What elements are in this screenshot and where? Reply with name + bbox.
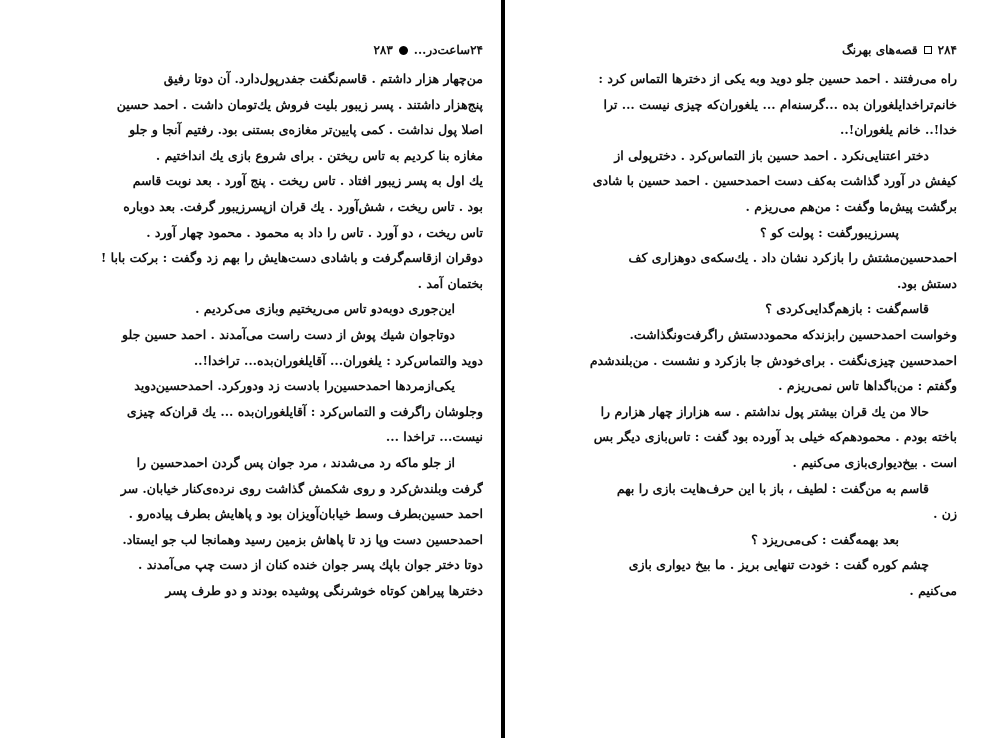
left-page-header [60, 40, 483, 60]
left-page-number: ۲۸۳ [373, 43, 393, 57]
text-line: قاسم به من‌گفت : لطیف ، باز با این حرف‌هایت بازی را بهم [616, 480, 929, 496]
bullet-dot-icon [399, 46, 408, 55]
text-line: دوید والتماس‌كرد : یلغوران... آقایلغوران‌بده... تراخدا!.. [193, 352, 483, 368]
square-bullet-icon [924, 46, 932, 54]
text-line: است . بیخ‌دیواری‌بازی می‌كنیم . [792, 454, 957, 470]
text-line: خدا!.. خانم یلغوران!.. [840, 122, 957, 138]
text-line: قاسم‌گفت : بازهم‌گدایی‌كردی ؟ [765, 301, 929, 317]
text-line: راه می‌رفتند . احمد حسین جلو دوید وبه یكی از دخترها التماس كرد : [598, 71, 957, 86]
text-line: وگفتم : من‌باگداها تاس نمی‌ریزم . [778, 378, 957, 394]
text-line: پسرزیبورگفت : پولت كو ؟ [760, 224, 899, 240]
text-line: چشم كوره گفت : خودت تنهایی بریز . ما بیخ دیواری بازی [628, 557, 929, 573]
text-line: وجلوشان راگرفت و التماس‌كرد : آقایلغوران‌بده ... یك قران‌كه چیزی [126, 403, 483, 419]
text-line: كیفش در آورد گذاشت به‌كف دست احمدحسین . احمد حسین با شادی [592, 173, 957, 189]
right-running-head: قصه‌های بهرنگ [841, 43, 918, 57]
text-line: وخواست احمدحسین رابزندكه محموددستش راگرفت‌ونگذاشت. [629, 326, 957, 342]
text-line: دختر اعتنایی‌نكرد . احمد حسین باز التماس‌كرد . دختر‌پولی از [614, 147, 929, 163]
text-line: باخته بودم . محمودهم‌كه خیلی بد آورده بود گفت : تاس‌بازی دیگر بس [593, 429, 957, 445]
text-line: احمدحسین دست وپا زد تا پاهاش بزمین رسید وهمانجا لب جو ایستاد. [122, 531, 483, 547]
text-line: می‌كنیم . [909, 582, 957, 598]
text-line: یك اول به پسر زیبور افتاد . تاس ریخت . پنج آورد . بعد نوبت قاسم [132, 173, 483, 189]
left-running-head: ۲۴ساعت‌در... [413, 43, 483, 57]
text-line: از جلو ماكه رد می‌شدند ، مرد جوان پس گردن احمدحسین را [136, 454, 455, 470]
text-line: دوتا دختر جوان باپك پسر جوان خنده كنان از دست چپ می‌آمدند . [138, 557, 483, 573]
text-line: اصلا پول نداشت . كمی پایین‌تر مغازه‌ی بستنی بود. رفتیم آنجا و جلو [129, 122, 483, 138]
text-line: تاس ریخت ، دو آورد . تاس را داد به محمود . محمود چهار آورد . [146, 224, 483, 240]
text-line: یكی‌ازمردها احمدحسین‌را بادست زد ودوركرد. احمدحسین‌دوید [134, 378, 455, 394]
right-page-header [531, 40, 957, 60]
left-page-number-group [373, 43, 483, 57]
right-page-number-group [842, 43, 957, 57]
left-page-body [60, 66, 483, 603]
text-line: دوتاجوان شیك پوش از دست راست می‌آمدند . احمد حسین جلو [121, 326, 455, 342]
text-line: این‌جوری دوبه‌دو تاس می‌ریختیم وبازی می‌كردیم . [195, 301, 455, 317]
right-page [505, 0, 1007, 738]
text-line: احمد حسین‌بطرف وسط خیابان‌آویزان بود و پاهایش بطرف پیاده‌رو . [128, 506, 483, 522]
text-line: پنج‌هزار داشتند . پسر زیبور بلیت فروش یك‌تومان داشت . احمد حسین [116, 96, 483, 112]
text-line: دستش بود. [897, 275, 957, 291]
text-line: حالا من یك قران بیشتر پول نداشتم . سه هزاراز چهار هزارم را [600, 403, 929, 419]
text-line: بختمان آمد . [417, 275, 483, 291]
text-line: احمدحسین چیزی‌نگفت . برای‌خودش جا بازكرد و نشست . من‌بلندشدم [589, 352, 957, 368]
text-line: دوقران ازقاسم‌گرفت و باشادی دست‌هایش را بهم زد وگفت : بركت بابا ! [100, 250, 483, 266]
left-page [0, 0, 503, 738]
text-line: من‌چهار هزار داشتم . قاسم‌نگفت جفدر‌پول‌دارد. آن دوتا رفیق [163, 71, 483, 86]
text-line: بود . تاس ریخت ، شش‌آورد . یك قران ازپسرزیبور گرفت. بعد دوباره [123, 198, 483, 214]
right-page-number: ۲۸۴ [937, 43, 957, 57]
text-line: دخترها پیراهن كوتاه خوشرنگی پوشیده بودند و دو طرف پسر [165, 582, 483, 598]
text-line: مغازه بنا كردیم به تاس ریختن . برای شروع بازی یك انداختیم . [155, 147, 483, 163]
text-line: احمدحسین‌مشتش را بازكرد نشان داد . یك‌سكه‌ی دوهزاری كف [628, 250, 957, 266]
text-line: بعد بهمه‌گفت : كی‌می‌ریزد ؟ [751, 531, 899, 547]
right-page-body [531, 66, 957, 603]
text-line: زن . [933, 506, 957, 522]
text-line: خانم‌تراخدایلغوران بده ...گرسنه‌ام ... یلغوران‌كه چیزی نیست ... ترا [603, 96, 957, 112]
text-line: نیست... تراخدا ... [385, 429, 483, 445]
text-line: گرفت وبلندش‌كرد و روی شكمش گذاشت روی نرده‌ی‌كنار خیابان. سر [120, 480, 483, 496]
text-line: برگشت پیش‌ما وگفت : من‌هم می‌ریزم . [745, 198, 957, 214]
